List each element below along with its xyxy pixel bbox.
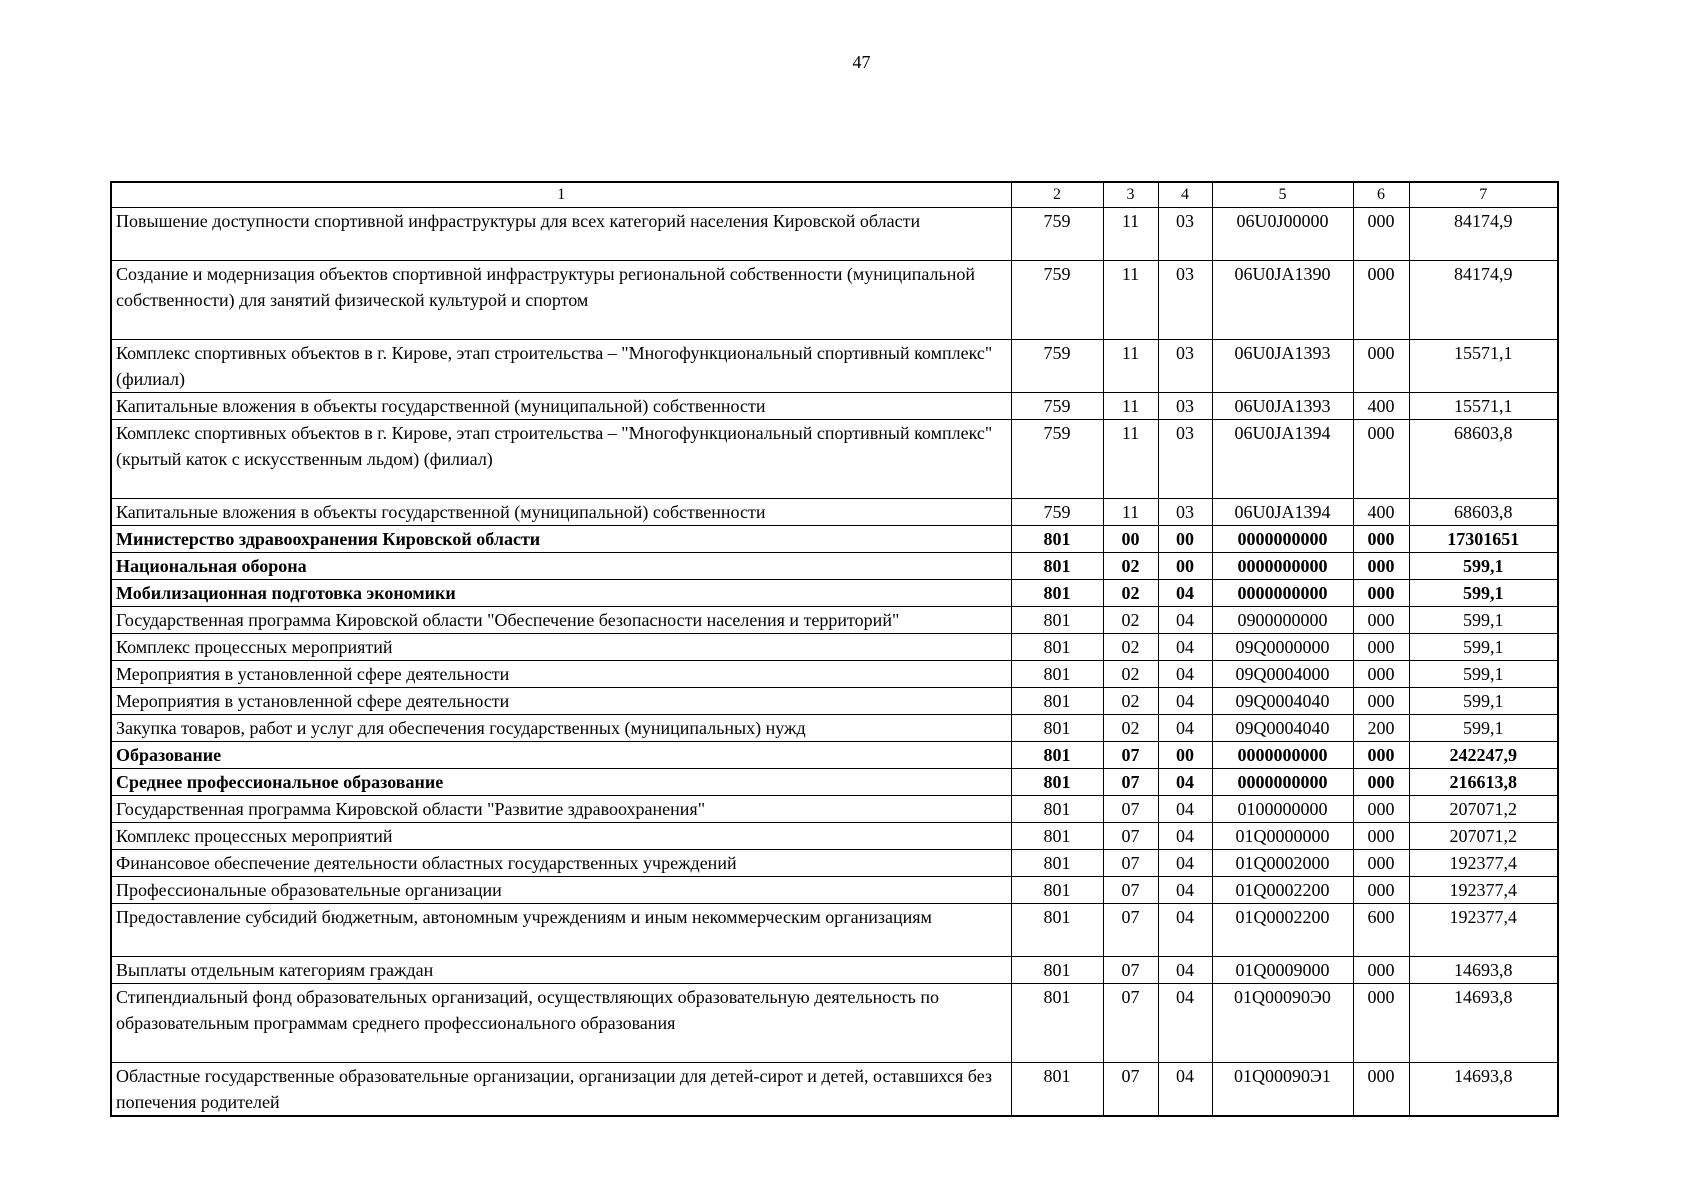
row-section-code: 02 bbox=[1103, 607, 1158, 634]
row-admin-code: 801 bbox=[1011, 904, 1103, 957]
row-amount: 599,1 bbox=[1409, 715, 1558, 742]
row-target-item-code: 06U0JA1390 bbox=[1212, 261, 1353, 340]
row-subsection-code: 04 bbox=[1158, 904, 1212, 957]
row-target-item-code: 06U0JA1394 bbox=[1212, 420, 1353, 499]
row-expense-type-code: 000 bbox=[1353, 688, 1409, 715]
row-admin-code: 759 bbox=[1011, 261, 1103, 340]
row-amount: 192377,4 bbox=[1409, 850, 1558, 877]
row-subsection-code: 04 bbox=[1158, 688, 1212, 715]
row-subsection-code: 04 bbox=[1158, 957, 1212, 984]
row-expense-type-code: 000 bbox=[1353, 553, 1409, 580]
row-subsection-code: 04 bbox=[1158, 850, 1212, 877]
row-target-item-code: 09Q0000000 bbox=[1212, 634, 1353, 661]
row-admin-code: 801 bbox=[1011, 661, 1103, 688]
row-name: Финансовое обеспечение деятельности областных государственных учреждений bbox=[111, 850, 1011, 877]
row-target-item-code: 0900000000 bbox=[1212, 607, 1353, 634]
table-row bbox=[111, 261, 1558, 340]
table-row bbox=[111, 208, 1558, 261]
row-amount: 207071,2 bbox=[1409, 796, 1558, 823]
row-amount: 68603,8 bbox=[1409, 420, 1558, 499]
row-subsection-code: 04 bbox=[1158, 823, 1212, 850]
row-name: Повышение доступности спортивной инфраструктуры для всех категорий населения Кировской области bbox=[111, 208, 1011, 261]
row-target-item-code: 01Q0002200 bbox=[1212, 904, 1353, 957]
table-row bbox=[111, 526, 1558, 553]
row-name: Стипендиальный фонд образовательных организаций, осуществляющих образовательную деятельность по образовательным программам среднего профессионального образования bbox=[111, 984, 1011, 1063]
table-row bbox=[111, 742, 1558, 769]
row-section-code: 11 bbox=[1103, 208, 1158, 261]
row-section-code: 11 bbox=[1103, 393, 1158, 420]
row-name: Комплекс процессных мероприятий bbox=[111, 634, 1011, 661]
row-name: Капитальные вложения в объекты государственной (муниципальной) собственности bbox=[111, 499, 1011, 526]
row-target-item-code: 01Q00090Э0 bbox=[1212, 984, 1353, 1063]
row-amount: 68603,8 bbox=[1409, 499, 1558, 526]
row-name: Областные государственные образовательные организации, организации для детей-сирот и детей, оставшихся без попечения родителей bbox=[111, 1063, 1011, 1117]
row-expense-type-code: 000 bbox=[1353, 420, 1409, 499]
table-row bbox=[111, 340, 1558, 393]
table-row bbox=[111, 607, 1558, 634]
row-target-item-code: 06U0J00000 bbox=[1212, 208, 1353, 261]
row-section-code: 07 bbox=[1103, 957, 1158, 984]
row-target-item-code: 0000000000 bbox=[1212, 769, 1353, 796]
row-expense-type-code: 000 bbox=[1353, 340, 1409, 393]
row-subsection-code: 00 bbox=[1158, 526, 1212, 553]
row-amount: 599,1 bbox=[1409, 607, 1558, 634]
row-name: Создание и модернизация объектов спортивной инфраструктуры региональной собственности (муниципальной собственности) для занятий физической культурой и спортом bbox=[111, 261, 1011, 340]
row-target-item-code: 06U0JA1394 bbox=[1212, 499, 1353, 526]
row-section-code: 07 bbox=[1103, 796, 1158, 823]
row-expense-type-code: 000 bbox=[1353, 769, 1409, 796]
table-row bbox=[111, 715, 1558, 742]
row-amount: 599,1 bbox=[1409, 580, 1558, 607]
row-amount: 192377,4 bbox=[1409, 904, 1558, 957]
row-expense-type-code: 000 bbox=[1353, 580, 1409, 607]
row-section-code: 07 bbox=[1103, 904, 1158, 957]
table-row bbox=[111, 393, 1558, 420]
row-expense-type-code: 400 bbox=[1353, 393, 1409, 420]
row-subsection-code: 03 bbox=[1158, 261, 1212, 340]
row-name: Комплекс процессных мероприятий bbox=[111, 823, 1011, 850]
row-admin-code: 801 bbox=[1011, 850, 1103, 877]
row-target-item-code: 01Q00090Э1 bbox=[1212, 1063, 1353, 1117]
row-admin-code: 801 bbox=[1011, 580, 1103, 607]
row-section-code: 07 bbox=[1103, 742, 1158, 769]
row-section-code: 02 bbox=[1103, 634, 1158, 661]
row-name: Комплекс спортивных объектов в г. Кирове, этап строительства – "Многофункциональный спортивный комплекс" (филиал) bbox=[111, 340, 1011, 393]
row-target-item-code: 01Q0000000 bbox=[1212, 823, 1353, 850]
row-subsection-code: 04 bbox=[1158, 607, 1212, 634]
row-expense-type-code: 000 bbox=[1353, 526, 1409, 553]
row-expense-type-code: 200 bbox=[1353, 715, 1409, 742]
row-subsection-code: 04 bbox=[1158, 877, 1212, 904]
row-expense-type-code: 000 bbox=[1353, 742, 1409, 769]
row-section-code: 11 bbox=[1103, 499, 1158, 526]
row-admin-code: 801 bbox=[1011, 1063, 1103, 1117]
row-admin-code: 759 bbox=[1011, 499, 1103, 526]
row-admin-code: 759 bbox=[1011, 208, 1103, 261]
row-section-code: 11 bbox=[1103, 420, 1158, 499]
table-row bbox=[111, 769, 1558, 796]
table-row bbox=[111, 904, 1558, 957]
row-name: Государственная программа Кировской области "Развитие здравоохранения" bbox=[111, 796, 1011, 823]
row-amount: 84174,9 bbox=[1409, 261, 1558, 340]
row-expense-type-code: 400 bbox=[1353, 499, 1409, 526]
row-expense-type-code: 000 bbox=[1353, 1063, 1409, 1117]
row-expense-type-code: 000 bbox=[1353, 261, 1409, 340]
row-section-code: 07 bbox=[1103, 823, 1158, 850]
row-subsection-code: 04 bbox=[1158, 1063, 1212, 1117]
row-name: Мероприятия в установленной сфере деятельности bbox=[111, 688, 1011, 715]
table-row bbox=[111, 580, 1558, 607]
table-row bbox=[111, 957, 1558, 984]
row-admin-code: 801 bbox=[1011, 823, 1103, 850]
table-row bbox=[111, 661, 1558, 688]
row-amount: 599,1 bbox=[1409, 553, 1558, 580]
row-name: Мероприятия в установленной сфере деятельности bbox=[111, 661, 1011, 688]
row-expense-type-code: 600 bbox=[1353, 904, 1409, 957]
row-section-code: 07 bbox=[1103, 769, 1158, 796]
column-header: 1 bbox=[111, 182, 1011, 208]
row-amount: 599,1 bbox=[1409, 688, 1558, 715]
table-row bbox=[111, 850, 1558, 877]
column-header: 3 bbox=[1103, 182, 1158, 208]
column-header: 6 bbox=[1353, 182, 1409, 208]
row-expense-type-code: 000 bbox=[1353, 984, 1409, 1063]
row-amount: 14693,8 bbox=[1409, 1063, 1558, 1117]
column-header: 2 bbox=[1011, 182, 1103, 208]
row-admin-code: 801 bbox=[1011, 742, 1103, 769]
row-subsection-code: 04 bbox=[1158, 796, 1212, 823]
row-amount: 207071,2 bbox=[1409, 823, 1558, 850]
row-section-code: 11 bbox=[1103, 340, 1158, 393]
row-name: Комплекс спортивных объектов в г. Кирове, этап строительства – "Многофункциональный спортивный комплекс" (крытый каток с искусственным льдом) (филиал) bbox=[111, 420, 1011, 499]
row-amount: 192377,4 bbox=[1409, 877, 1558, 904]
row-subsection-code: 03 bbox=[1158, 393, 1212, 420]
row-amount: 14693,8 bbox=[1409, 984, 1558, 1063]
row-section-code: 07 bbox=[1103, 850, 1158, 877]
row-section-code: 02 bbox=[1103, 661, 1158, 688]
row-admin-code: 759 bbox=[1011, 420, 1103, 499]
row-target-item-code: 0100000000 bbox=[1212, 796, 1353, 823]
row-target-item-code: 06U0JA1393 bbox=[1212, 340, 1353, 393]
row-name: Закупка товаров, работ и услуг для обеспечения государственных (муниципальных) нужд bbox=[111, 715, 1011, 742]
row-name: Капитальные вложения в объекты государственной (муниципальной) собственности bbox=[111, 393, 1011, 420]
row-admin-code: 801 bbox=[1011, 553, 1103, 580]
row-admin-code: 801 bbox=[1011, 688, 1103, 715]
row-subsection-code: 04 bbox=[1158, 715, 1212, 742]
table-row bbox=[111, 1063, 1558, 1117]
row-name: Государственная программа Кировской области "Обеспечение безопасности населения и территорий" bbox=[111, 607, 1011, 634]
row-admin-code: 801 bbox=[1011, 984, 1103, 1063]
row-section-code: 02 bbox=[1103, 553, 1158, 580]
row-expense-type-code: 000 bbox=[1353, 823, 1409, 850]
table-row bbox=[111, 634, 1558, 661]
row-subsection-code: 03 bbox=[1158, 499, 1212, 526]
row-target-item-code: 0000000000 bbox=[1212, 742, 1353, 769]
row-amount: 17301651 bbox=[1409, 526, 1558, 553]
row-subsection-code: 00 bbox=[1158, 742, 1212, 769]
table-body bbox=[111, 208, 1558, 1117]
row-amount: 242247,9 bbox=[1409, 742, 1558, 769]
table-row bbox=[111, 420, 1558, 499]
row-target-item-code: 09Q0004040 bbox=[1212, 715, 1353, 742]
budget-table bbox=[110, 181, 1559, 1117]
row-admin-code: 801 bbox=[1011, 634, 1103, 661]
row-section-code: 07 bbox=[1103, 877, 1158, 904]
row-expense-type-code: 000 bbox=[1353, 957, 1409, 984]
row-amount: 14693,8 bbox=[1409, 957, 1558, 984]
page-number: 47 bbox=[852, 52, 871, 72]
table-row bbox=[111, 688, 1558, 715]
row-expense-type-code: 000 bbox=[1353, 796, 1409, 823]
row-admin-code: 801 bbox=[1011, 715, 1103, 742]
row-name: Мобилизационная подготовка экономики bbox=[111, 580, 1011, 607]
row-target-item-code: 0000000000 bbox=[1212, 580, 1353, 607]
table-row bbox=[111, 984, 1558, 1063]
row-subsection-code: 04 bbox=[1158, 661, 1212, 688]
row-target-item-code: 01Q0002200 bbox=[1212, 877, 1353, 904]
row-admin-code: 801 bbox=[1011, 526, 1103, 553]
row-expense-type-code: 000 bbox=[1353, 661, 1409, 688]
row-admin-code: 759 bbox=[1011, 340, 1103, 393]
row-admin-code: 801 bbox=[1011, 769, 1103, 796]
row-admin-code: 801 bbox=[1011, 607, 1103, 634]
row-target-item-code: 09Q0004040 bbox=[1212, 688, 1353, 715]
row-name: Национальная оборона bbox=[111, 553, 1011, 580]
row-admin-code: 801 bbox=[1011, 796, 1103, 823]
row-subsection-code: 04 bbox=[1158, 769, 1212, 796]
row-name: Образование bbox=[111, 742, 1011, 769]
row-expense-type-code: 000 bbox=[1353, 607, 1409, 634]
row-subsection-code: 03 bbox=[1158, 208, 1212, 261]
row-expense-type-code: 000 bbox=[1353, 208, 1409, 261]
row-subsection-code: 04 bbox=[1158, 634, 1212, 661]
row-subsection-code: 03 bbox=[1158, 420, 1212, 499]
table-row bbox=[111, 823, 1558, 850]
table-row bbox=[111, 877, 1558, 904]
row-section-code: 02 bbox=[1103, 715, 1158, 742]
row-subsection-code: 04 bbox=[1158, 984, 1212, 1063]
row-section-code: 07 bbox=[1103, 1063, 1158, 1117]
row-name: Министерство здравоохранения Кировской области bbox=[111, 526, 1011, 553]
column-header: 4 bbox=[1158, 182, 1212, 208]
row-expense-type-code: 000 bbox=[1353, 877, 1409, 904]
row-section-code: 00 bbox=[1103, 526, 1158, 553]
row-subsection-code: 03 bbox=[1158, 340, 1212, 393]
row-name: Выплаты отдельным категориям граждан bbox=[111, 957, 1011, 984]
column-header: 5 bbox=[1212, 182, 1353, 208]
table-row bbox=[111, 796, 1558, 823]
row-target-item-code: 0000000000 bbox=[1212, 553, 1353, 580]
row-amount: 84174,9 bbox=[1409, 208, 1558, 261]
table-row bbox=[111, 499, 1558, 526]
row-amount: 216613,8 bbox=[1409, 769, 1558, 796]
row-amount: 599,1 bbox=[1409, 634, 1558, 661]
row-name: Профессиональные образовательные организации bbox=[111, 877, 1011, 904]
row-target-item-code: 01Q0009000 bbox=[1212, 957, 1353, 984]
row-admin-code: 801 bbox=[1011, 957, 1103, 984]
row-target-item-code: 0000000000 bbox=[1212, 526, 1353, 553]
row-admin-code: 759 bbox=[1011, 393, 1103, 420]
row-expense-type-code: 000 bbox=[1353, 850, 1409, 877]
row-target-item-code: 06U0JA1393 bbox=[1212, 393, 1353, 420]
row-amount: 15571,1 bbox=[1409, 393, 1558, 420]
row-subsection-code: 00 bbox=[1158, 553, 1212, 580]
column-header: 7 bbox=[1409, 182, 1558, 208]
row-section-code: 07 bbox=[1103, 984, 1158, 1063]
row-expense-type-code: 000 bbox=[1353, 634, 1409, 661]
row-amount: 599,1 bbox=[1409, 661, 1558, 688]
row-name: Предоставление субсидий бюджетным, автономным учреждениям и иным некоммерческим организациям bbox=[111, 904, 1011, 957]
row-section-code: 11 bbox=[1103, 261, 1158, 340]
row-target-item-code: 01Q0002000 bbox=[1212, 850, 1353, 877]
table-row bbox=[111, 553, 1558, 580]
row-amount: 15571,1 bbox=[1409, 340, 1558, 393]
row-admin-code: 801 bbox=[1011, 877, 1103, 904]
row-section-code: 02 bbox=[1103, 688, 1158, 715]
table-header-row bbox=[111, 182, 1558, 208]
row-subsection-code: 04 bbox=[1158, 580, 1212, 607]
row-name: Среднее профессиональное образование bbox=[111, 769, 1011, 796]
row-target-item-code: 09Q0004000 bbox=[1212, 661, 1353, 688]
row-section-code: 02 bbox=[1103, 580, 1158, 607]
